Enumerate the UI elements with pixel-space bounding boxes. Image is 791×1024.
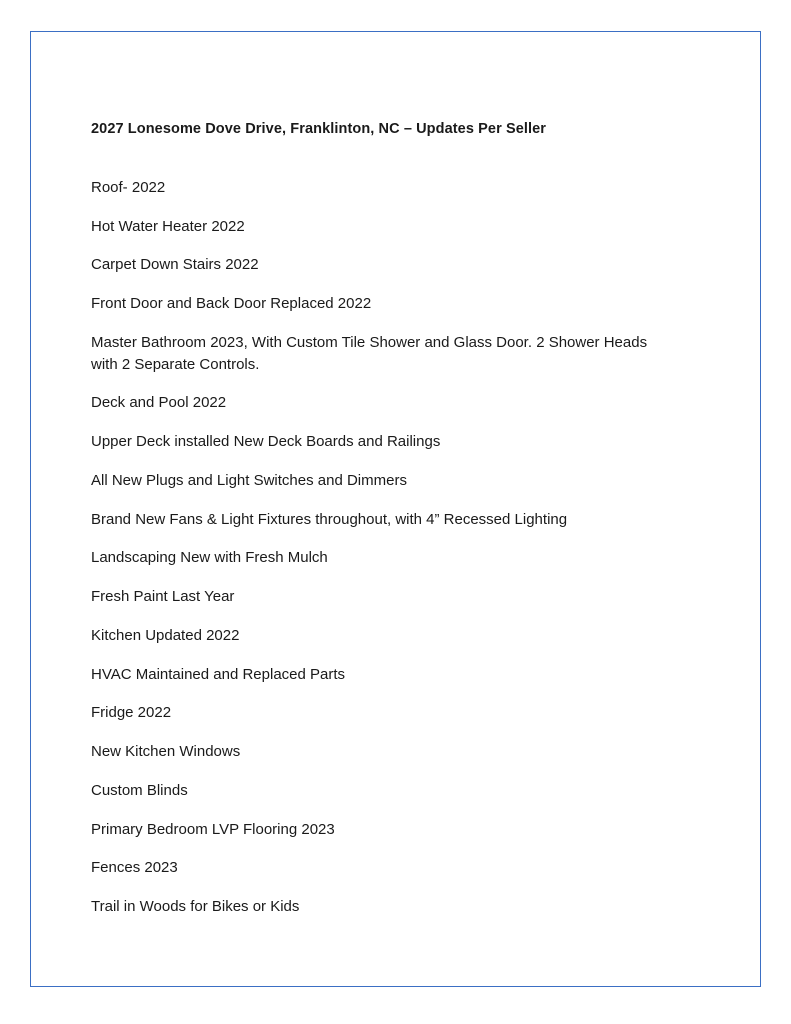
list-item: Front Door and Back Door Replaced 2022 xyxy=(91,295,372,313)
page-title: 2027 Lonesome Dove Drive, Franklinton, NC – Updates Per Seller xyxy=(91,121,547,137)
list-item: Deck and Pool 2022 xyxy=(91,394,227,412)
updates-list xyxy=(91,177,681,918)
list-item: All New Plugs and Light Switches and Dimmers xyxy=(91,471,407,489)
list-item: Upper Deck installed New Deck Boards and Railings xyxy=(91,433,441,451)
list-item: Brand New Fans & Light Fixtures throughout, with 4” Recessed Lighting xyxy=(91,510,568,528)
list-item: Trail in Woods for Bikes or Kids xyxy=(91,898,300,916)
list-item: Fresh Paint Last Year xyxy=(91,588,235,606)
list-item: Kitchen Updated 2022 xyxy=(91,626,240,644)
document-content xyxy=(91,120,681,918)
list-item: Roof- 2022 xyxy=(91,178,166,196)
list-item: Primary Bedroom LVP Flooring 2023 xyxy=(91,820,335,838)
list-item: HVAC Maintained and Replaced Parts xyxy=(91,665,346,683)
list-item: Hot Water Heater 2022 xyxy=(91,217,245,235)
list-item: Master Bathroom 2023, With Custom Tile Shower and Glass Door. 2 Shower Heads with 2 Separate Controls. xyxy=(91,333,648,373)
list-item: Carpet Down Stairs 2022 xyxy=(91,256,259,274)
list-item: Fences 2023 xyxy=(91,859,178,877)
list-item: Fridge 2022 xyxy=(91,704,172,722)
list-item: New Kitchen Windows xyxy=(91,743,241,761)
list-item: Landscaping New with Fresh Mulch xyxy=(91,549,328,567)
list-item: Custom Blinds xyxy=(91,781,188,799)
